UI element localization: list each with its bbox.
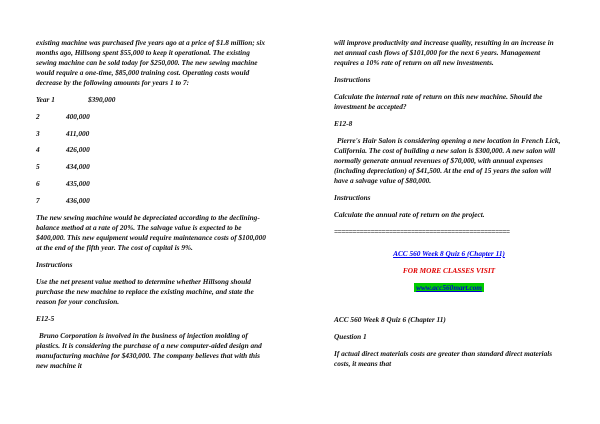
quiz-heading: ACC 560 Week 8 Quiz 6 (Chapter 11) [334,315,446,324]
left-column [36,38,266,378]
link-title-wrap [334,249,564,259]
paragraph-depreciation: The new sewing machine would be depreciated according to the declining-balance method at a rate of 20%. The salvage value is expected to be $400,000. This new equipment would require maintenance costs of $100,000 at the end of the fifth year. The cost of capital is 9%. [36,212,266,252]
year-cell: Year 1 [36,95,55,104]
amount-cell: $390,000 [88,95,116,104]
year-cell: 7 [36,195,40,205]
year-cell: 2 [36,111,40,121]
table-row [36,145,266,155]
site-link[interactable]: www.acc560mart.com [416,283,482,292]
table-row [36,129,266,139]
instructions-text: Calculate the annual rate of return on the project. [334,210,485,219]
table-row [36,95,266,105]
amount-cell: 435,000 [66,178,90,188]
instructions-text: Calculate the internal rate of return on this new machine. Should the investment be accepted? [334,92,543,111]
site-link-wrap [334,283,564,293]
paragraph-bruno: Bruno Corporation is involved in the business of injection molding of plastics. It is considering the purchase of a new computer-aided design and manufacturing machine for $430,000. The company believes that with this new machine it [36,330,262,370]
year-cell: 6 [36,178,40,188]
quiz-link[interactable]: ACC 560 Week 8 Quiz 6 (Chapter 11) [393,249,505,258]
paragraph-existing-machine: existing machine was purchased five years ago at a price of $1.8 million; six months ago, Hillsong spent $55,000 to keep it operational. The existing sewing machine can be sold today for $250,000. The new sewing machine would require a one-time, $85,000 training cost. Operating costs would decrease by the following amounts for years 1 to 7: [36,38,266,87]
year-cell: 5 [36,162,40,172]
year-cell: 4 [36,145,40,155]
table-row [36,162,266,172]
separator-line: ================================================ [334,227,510,236]
exercise-label: E12-5 [36,313,55,323]
paragraph-pierre: Pierre's Hair Salon is considering opening a new location in French Lick, California. The cost of building a new salon is $300,000. A new salon will normally generate annual revenues of $70,000, with annual expenses (including depreciation) of $41,500. At the end of 15 years the salon will have a salvage value of $80,000. [334,136,561,185]
table-row [36,196,266,206]
instructions-text: Use the net present value method to determine whether Hillsong should purchase the new machine to replace the existing machine, and state the reason for your conclusion. [36,276,254,306]
table-row [36,112,266,122]
year-cell: 3 [36,128,40,138]
amount-cell: 400,000 [66,111,90,121]
operating-cost-table [36,95,266,206]
amount-cell: 434,000 [66,162,90,172]
amount-cell: 426,000 [66,145,90,155]
paragraph-productivity: will improve productivity and increase quality, resulting in an increase in net annual cash flows of $101,000 for the next 6 years. Management requires a 10% rate of return on all new investments. [334,38,554,67]
instructions-heading: Instructions [334,75,371,84]
instructions-heading: Instructions [36,259,73,269]
question-label: Question 1 [334,332,367,341]
instructions-heading: Instructions [334,193,371,202]
table-row [36,179,266,189]
question-text: If actual direct materials costs are greater than standard direct materials costs, it means that [334,349,553,368]
more-classes-text: FOR MORE CLASSES VISIT [402,266,496,275]
exercise-label: E12-8 [334,119,353,128]
right-column [334,38,564,376]
amount-cell: 436,000 [66,195,90,205]
amount-cell: 411,000 [66,128,90,138]
